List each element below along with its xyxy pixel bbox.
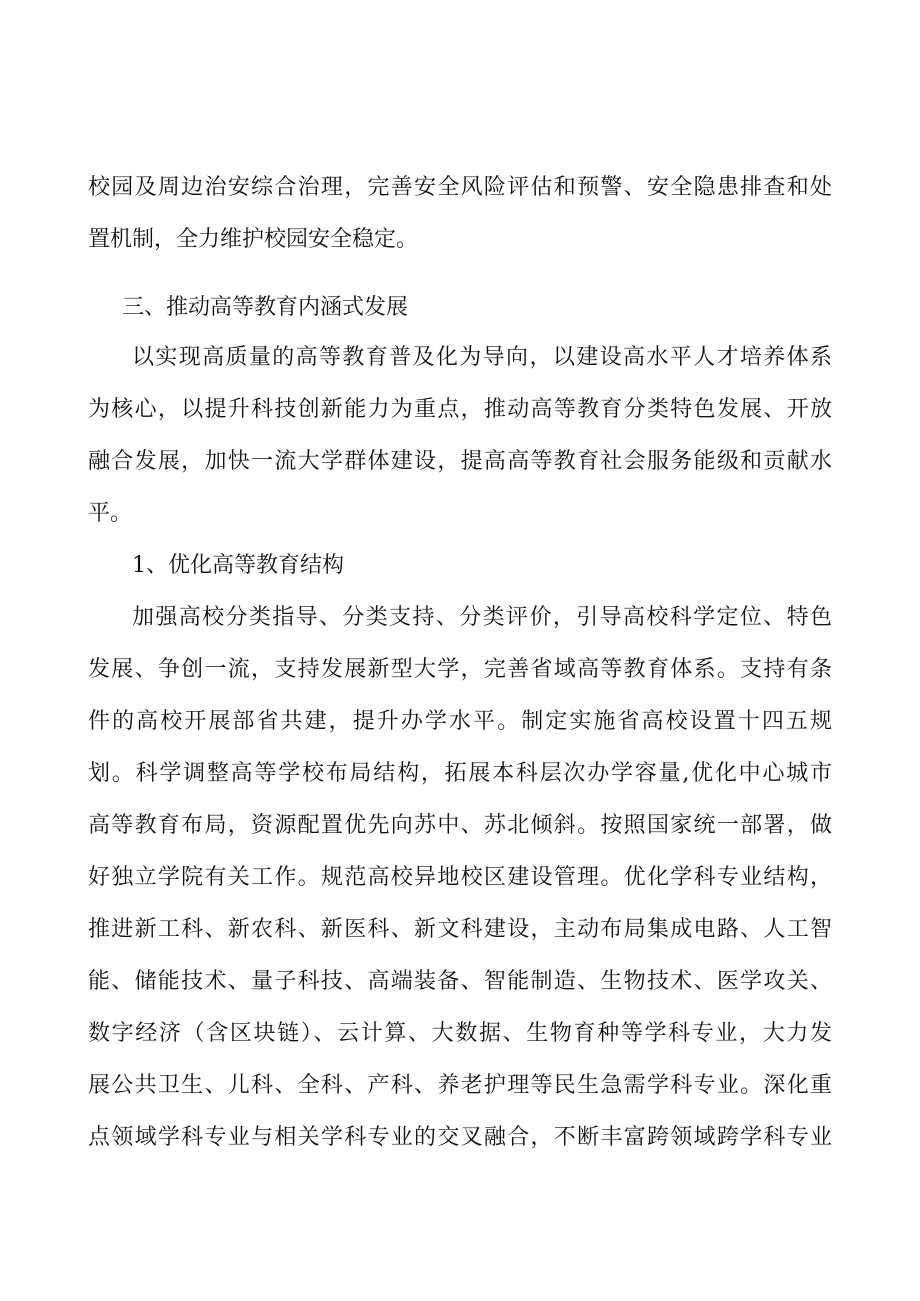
subsection-heading: 1、优化高等教育结构 <box>132 553 344 578</box>
body-text-line: 推进新工科、新农科、新医科、新文科建设，主动布局集成电路、人工智 <box>88 917 832 942</box>
body-text-line: 平。 <box>88 501 133 526</box>
body-text-line: 件的高校开展部省共建，提升办学水平。制定实施省高校设置十四五规 <box>88 709 832 734</box>
body-text-line: 划。科学调整高等学校布局结构，拓展本科层次办学容量,优化中心城市 <box>88 761 832 786</box>
body-text-line: 数字经济（含区块链）、云计算、大数据、生物育种等学科专业，大力发 <box>88 1021 832 1046</box>
body-text-line: 展公共卫生、儿科、全科、产科、养老护理等民生急需学科专业。深化重 <box>88 1073 832 1098</box>
body-text-line: 发展、争创一流，支持发展新型大学，完善省域高等教育体系。支持有条 <box>88 657 832 682</box>
body-text-line: 点领域学科专业与相关学科专业的交叉融合，不断丰富跨领域跨学科专业 <box>88 1125 832 1150</box>
body-text-line: 校园及周边治安综合治理，完善安全风险评估和预警、安全隐患排查和处 <box>88 175 832 200</box>
section-heading: 三、推动高等教育内涵式发展 <box>122 295 409 320</box>
body-text-line: 能、储能技术、量子科技、高端装备、智能制造、生物技术、医学攻关、 <box>88 969 832 994</box>
body-text-line: 加强高校分类指导、分类支持、分类评价，引导高校科学定位、特色 <box>132 605 832 630</box>
body-text-line: 融合发展，加快一流大学群体建设，提高高等教育社会服务能级和贡献水 <box>88 449 832 474</box>
body-text-line: 好独立学院有关工作。规范高校异地校区建设管理。优化学科专业结构， <box>88 865 832 890</box>
body-text-line: 以实现高质量的高等教育普及化为导向，以建设高水平人才培养体系 <box>132 345 832 370</box>
body-text-line: 高等教育布局，资源配置优先向苏中、苏北倾斜。按照国家统一部署，做 <box>88 813 832 838</box>
body-text-line: 为核心，以提升科技创新能力为重点，推动高等教育分类特色发展、开放 <box>88 397 832 422</box>
body-text-line: 置机制，全力维护校园安全稳定。 <box>88 227 419 252</box>
